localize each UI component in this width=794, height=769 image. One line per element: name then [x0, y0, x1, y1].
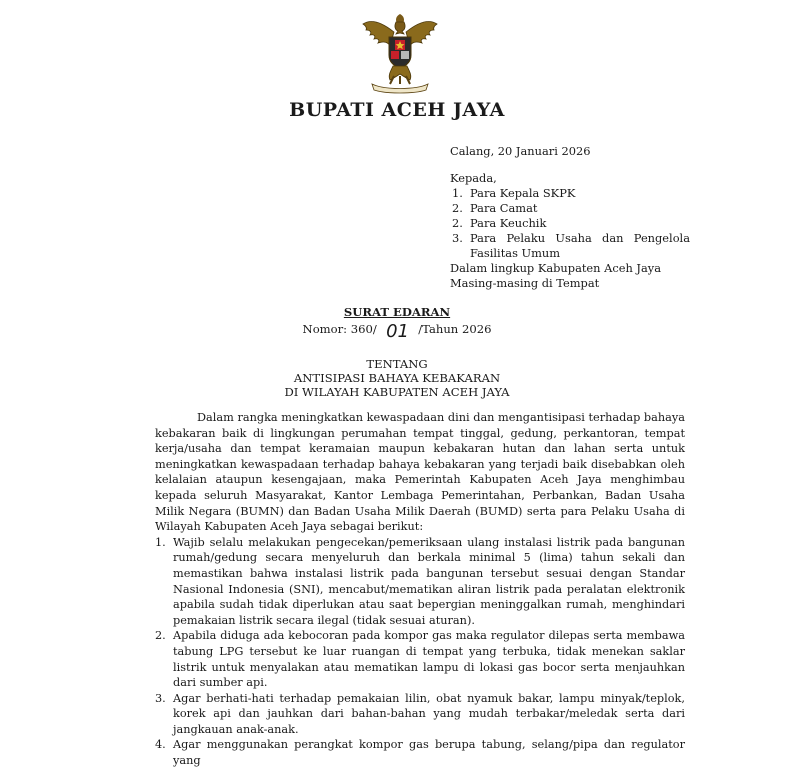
recipient-item — [450, 186, 690, 201]
list-item-number: 2. — [155, 629, 166, 643]
handwritten-number: 01 — [386, 321, 409, 342]
circular-title: SURAT EDARAN — [343, 305, 451, 319]
addressee-block — [450, 171, 690, 291]
intro-paragraph: Dalam rangka meningkatkan kewaspadaan dini dan mengantisipasi terhadap bahaya kebakaran baik di lingkungan perumahan tempat tinggal, gedung, perkantoran, tempat kerja/usaha dan tempat keramaian maupun kebakaran hutan dan lahan serta untuk meningkatkan kewaspadaan terhadap bahaya kebakaran yang terjadi baik disebabkan oleh kelalaian ataupun kesengajaan, maka Pemerintah Kabupaten Aceh Jaya menghimbau kepada seluruh Masyarakat, Kantor Lembaga Pemerintahan, Perbankan, Badan Usaha Milik Negara (BUMN) dan Badan Usaha Milik Daerah (BUMD) serta para Pelaku Usaha di Wilayah Kabupaten Aceh Jaya sebagai berikut: — [155, 411, 686, 534]
circular-number — [0, 317, 794, 342]
page-title: BUPATI ACEH JAYA — [289, 99, 505, 121]
nomor-prefix: Nomor: 360/ — [302, 322, 377, 336]
list-item-number: 1. — [155, 535, 166, 549]
recipient-item — [450, 231, 690, 261]
list-item — [155, 691, 685, 738]
list-item-text: Wajib selalu melakukan pengecekan/pemeriksaan ulang instalasi listrik pada bangunan rumah/gedung secara menyeluruh dan berkala minimal 5 (lima) tahun sekali dan memastikan bahwa instalasi listrik pada bangunan tersebut sesuai dengan Standar Nasional Indonesia (SNI), mencabut/mematikan aliran listrik pada peralatan elektronik apabila sudah tidak diperlukan atau saat bepergian meninggalkan rumah, menghindari pemakaian listrik secara ilegal (tidak sesuai aturan). — [173, 535, 685, 627]
addressee-label: Kepada, — [450, 171, 497, 185]
recipient-number: 3. — [452, 231, 463, 245]
instruction-list — [155, 535, 685, 769]
recipient-number: 1. — [452, 186, 463, 200]
letter-body — [155, 410, 685, 769]
recipient-text: Para Camat — [470, 201, 538, 215]
recipient-text: Para Kepala SKPK — [470, 186, 576, 200]
list-item — [155, 535, 685, 629]
subject-label: TENTANG — [366, 357, 428, 371]
list-item-text: Agar menggunakan perangkat kompor gas berupa tabung, selang/pipa dan regulator yang — [173, 738, 685, 768]
addressee-scope: Dalam lingkup Kabupaten Aceh Jaya — [450, 261, 662, 275]
recipient-number: 2. — [452, 216, 463, 230]
subject-block — [0, 357, 794, 399]
nomor-suffix: /Tahun 2026 — [418, 322, 492, 336]
recipient-text: Para Pelaku Usaha dan Pengelola Fasilitas Umum — [470, 231, 690, 260]
subject-title: ANTISIPASI BAHAYA KEBAKARAN — [293, 371, 501, 385]
recipient-item — [450, 201, 690, 216]
addressee-place: Masing-masing di Tempat — [450, 276, 600, 290]
recipient-item — [450, 216, 690, 231]
list-item-text: Apabila diduga ada kebocoran pada kompor gas maka regulator dilepas serta membawa tabung LPG tersebut ke luar ruangan di tempat yang terbuka, tidak menekan saklar listrik untuk menyalakan atau mematikan lampu di lokasi gas bocor serta menjauhkan dari sumber api. — [173, 629, 685, 690]
date-line: Calang, 20 Januari 2026 — [450, 144, 591, 158]
list-item — [155, 628, 685, 690]
list-item-number: 3. — [155, 691, 166, 705]
recipient-text: Para Keuchik — [470, 216, 547, 230]
garuda-emblem-icon — [360, 10, 440, 94]
recipient-number: 2. — [452, 201, 463, 215]
list-item-number: 4. — [155, 738, 166, 752]
subject-region: DI WILAYAH KABUPATEN ACEH JAYA — [284, 385, 510, 399]
list-item — [155, 737, 685, 768]
list-item-text: Agar berhati-hati terhadap pemakaian lilin, obat nyamuk bakar, lampu minyak/teplok, korek api dan jauhkan dari bahan-bahan yang mudah terbakar/meledak serta dari jangkauan anak-anak. — [173, 691, 685, 736]
